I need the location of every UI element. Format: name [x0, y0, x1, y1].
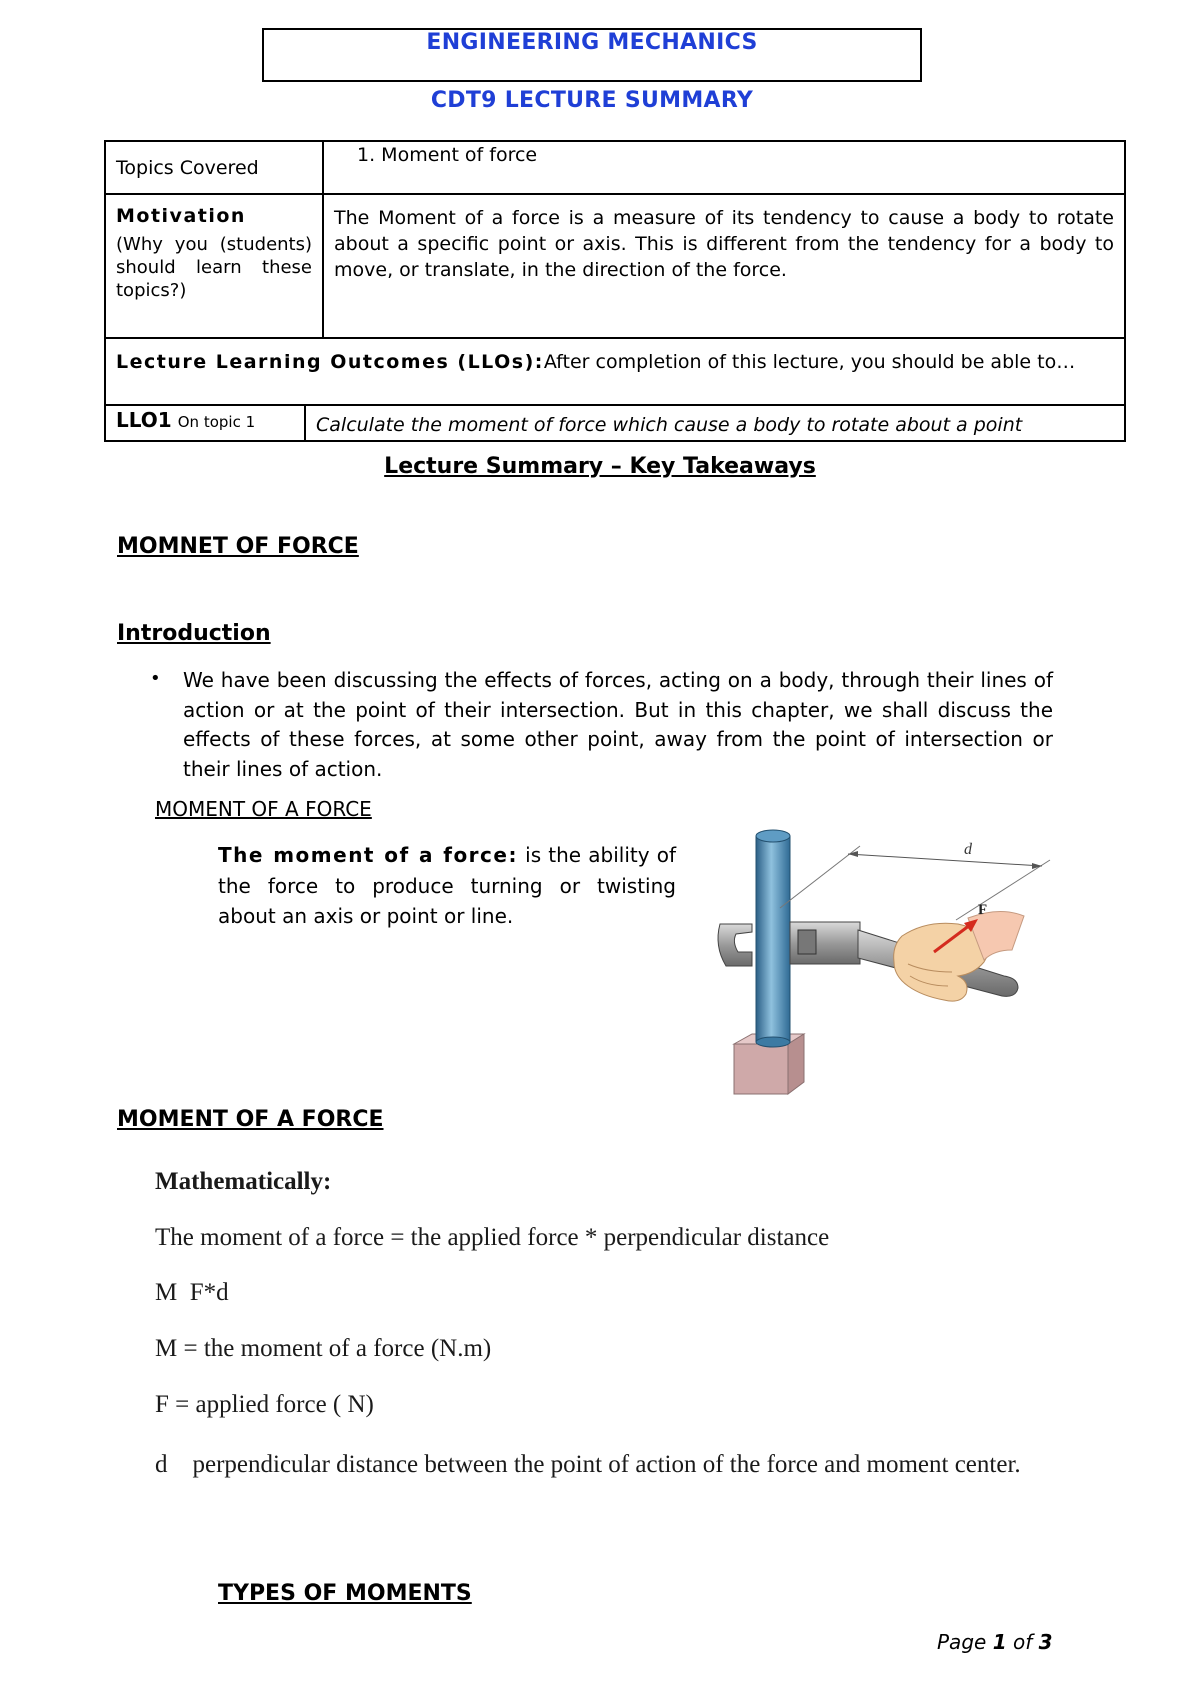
pipe-top	[756, 830, 790, 842]
llo-intro: After completion of this lecture, you should be able to…	[543, 351, 1076, 373]
pipe-bottom	[756, 1037, 790, 1047]
topics-value: 1. Moment of force	[323, 141, 1125, 194]
moment-subheading: MOMENT OF A FORCE	[155, 797, 372, 821]
dimension-line	[848, 854, 1042, 866]
lecture-info-table	[104, 140, 1126, 442]
bullet-marker: •	[150, 668, 161, 689]
base-block	[734, 1044, 788, 1094]
motivation-sub: (Why you (students) should learn these topics?)	[116, 234, 313, 301]
llo1-text: Calculate the moment of force which cause a body to rotate about a point	[305, 405, 1125, 441]
introduction-heading: Introduction	[117, 621, 271, 646]
pipe	[756, 836, 790, 1042]
force-label: F	[978, 902, 988, 918]
types-of-moments-heading: TYPES OF MOMENTS	[218, 1581, 472, 1606]
definition-term: The moment of a force:	[218, 843, 518, 867]
definition	[218, 840, 676, 932]
section-heading-moment: MOMENT OF A FORCE	[117, 1107, 384, 1132]
course-title: ENGINEERING MECHANICS	[426, 30, 758, 55]
summary-subtitle: CDT9 LECTURE SUMMARY	[430, 88, 754, 113]
dimension-ext-left	[780, 846, 860, 908]
wrench-jaw	[718, 924, 752, 966]
page-current: 1	[992, 1630, 1007, 1654]
math-line-1: The moment of a force = the applied force * perpendicular distance	[155, 1224, 830, 1251]
llo1-topic: On topic 1	[177, 413, 256, 431]
intro-paragraph: We have been discussing the effects of forces, acting on a body, through their lines of action or at the point of their intersection. But in this chapter, we shall discuss the effects of these forces, at some other point, away from the point of intersection or their lines of action.	[183, 668, 1053, 781]
page-number	[937, 1630, 1053, 1654]
topics-label: Topics Covered	[105, 141, 323, 194]
motivation-row	[105, 194, 1125, 338]
distance-label: d	[964, 841, 972, 858]
llo1-row	[105, 405, 1125, 441]
page-word: Page	[937, 1630, 987, 1654]
llo-header-row	[105, 338, 1125, 405]
llo1-code: LLO1	[116, 408, 172, 432]
wrench-nut	[798, 930, 816, 954]
motivation-text: The Moment of a force is a measure of its tendency to cause a body to rotate about a specific point or axis. This is different from the tendency for a body to move, or translate, in the direction of the force.	[334, 207, 1114, 281]
motivation-label: Motivation	[116, 205, 246, 227]
llo-label: Lecture Learning Outcomes (LLOs):	[116, 351, 544, 373]
base-block-side	[788, 1034, 804, 1094]
section-heading-momnet: MOMNET OF FORCE	[117, 534, 359, 559]
math-heading: Mathematically:	[155, 1168, 332, 1195]
math-line-5: d perpendicular distance between the point of action of the force and moment center.	[155, 1451, 1021, 1478]
page-total: 3	[1038, 1630, 1053, 1654]
wrench-figure	[712, 826, 1072, 1098]
math-line-2: M F*d	[155, 1279, 229, 1306]
of-word: of	[1012, 1630, 1033, 1654]
math-line-3: M = the moment of a force (N.m)	[155, 1335, 492, 1362]
topics-row	[105, 141, 1125, 194]
math-line-4: F = applied force ( N)	[155, 1391, 374, 1418]
summary-heading: Lecture Summary – Key Takeaways	[384, 454, 816, 479]
definition-text: is the ability of the force to produce turning or twisting about an axis or point or line.	[218, 843, 677, 928]
